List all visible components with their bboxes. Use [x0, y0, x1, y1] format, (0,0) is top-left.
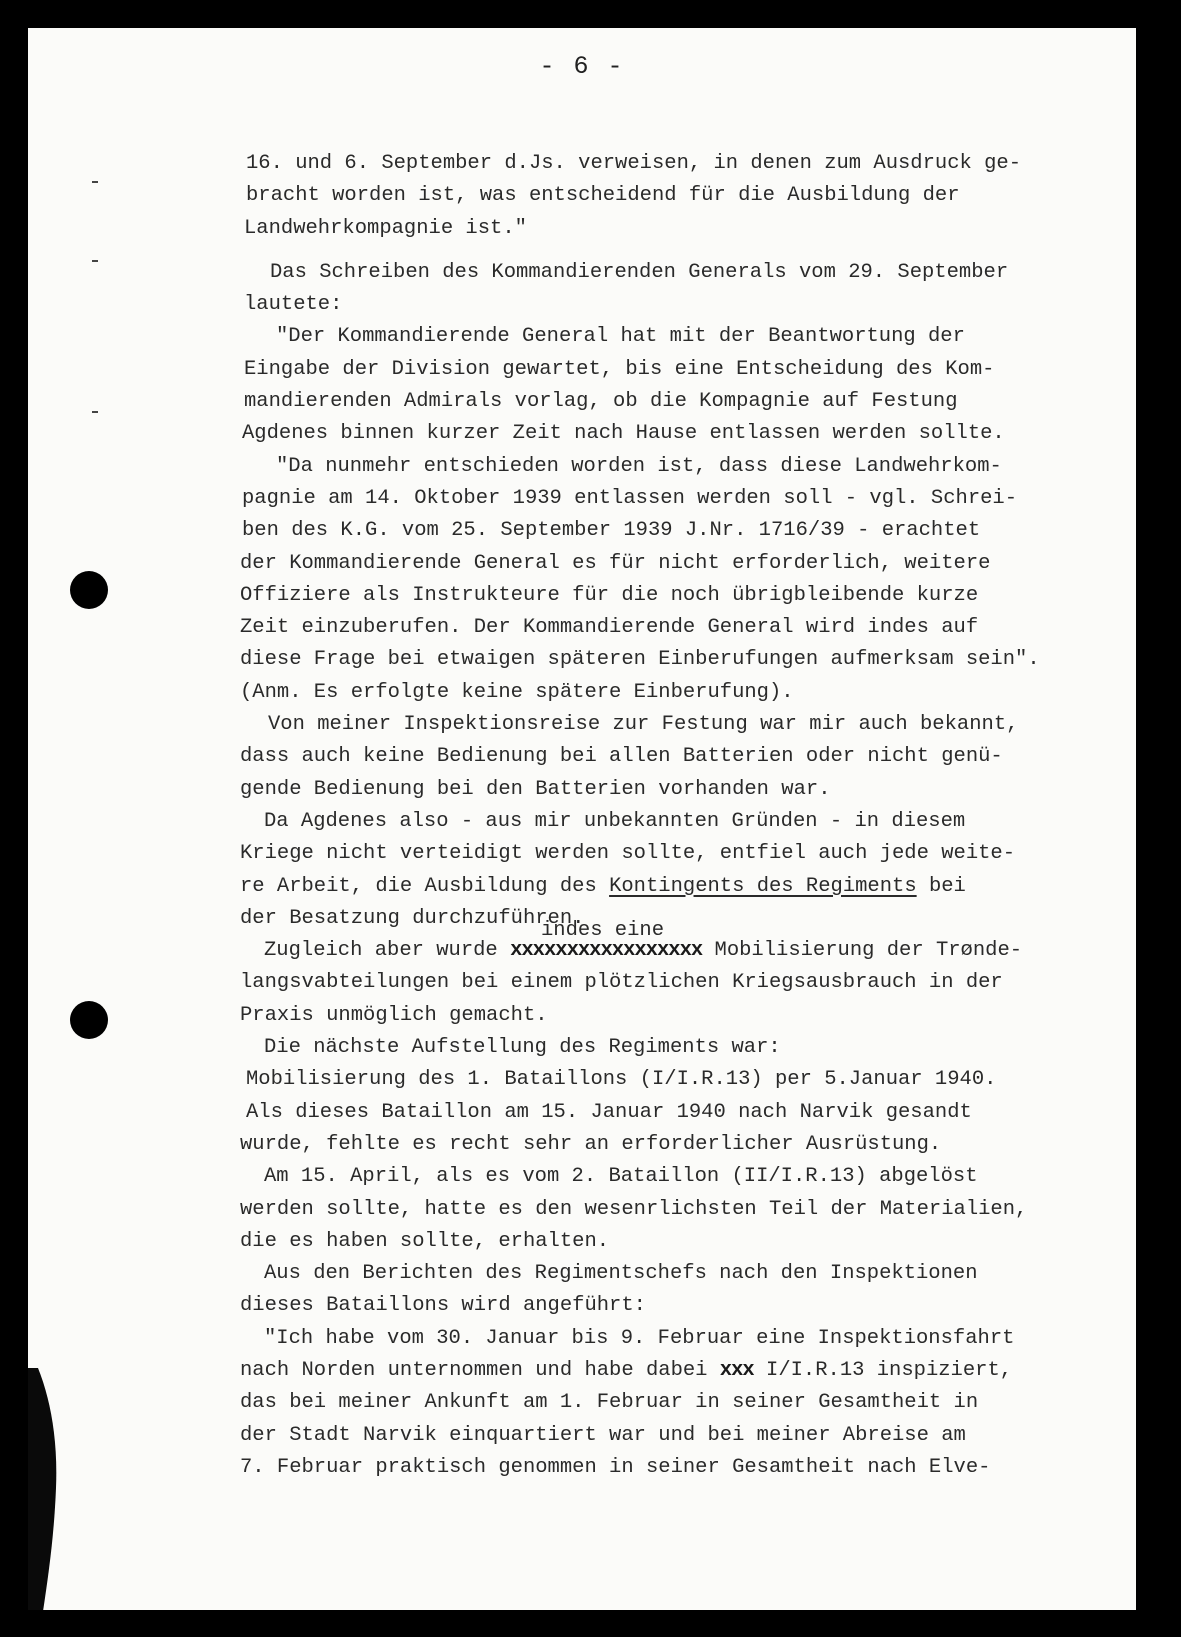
text-line: Als dieses Bataillon am 15. Januar 1940 nach Narvik gesandt	[246, 1100, 972, 1124]
text-line: werden sollte, hatte es den wesenrlichsten Teil der Materialien,	[240, 1197, 1028, 1221]
text-line: Die nächste Aufstellung des Regiments war:	[264, 1036, 781, 1060]
text-line: dass auch keine Bedienung bei allen Batterien oder nicht genü-	[240, 745, 1003, 769]
text-line: diese Frage bei etwaigen späteren Einberufungen aufmerksam sein".	[240, 648, 1040, 672]
text-line: "Ich habe vom 30. Januar bis 9. Februar eine Inspektionsfahrt	[264, 1326, 1015, 1350]
text-line: Am 15. April, als es vom 2. Bataillon (II/I.R.13) abgelöst	[264, 1165, 978, 1189]
text-segment: nach Norden unternommen und habe dabei	[240, 1358, 708, 1382]
text-line: Agdenes binnen kurzer Zeit nach Hause entlassen werden sollte.	[242, 422, 1005, 446]
struck-out-text: xxxxxxxxxxxxxxxxx	[510, 939, 703, 963]
text-line: mandierenden Admirals vorlag, ob die Kompagnie auf Festung	[244, 390, 958, 414]
text-line: der Besatzung durchzuführen.	[240, 906, 585, 930]
text-line	[240, 1355, 1120, 1387]
text-line: "Der Kommandierende General hat mit der Beantwortung der	[276, 325, 965, 349]
text-line: 7. Februar praktisch genommen in seiner Gesamtheit nach Elve-	[240, 1455, 991, 1479]
text-line: Zeit einzuberufen. Der Kommandierende General wird indes auf	[240, 616, 979, 640]
text-line: Aus den Berichten des Regimentschefs nach den Inspektionen	[264, 1262, 978, 1286]
text-line: Landwehrkompagnie ist."	[244, 216, 527, 240]
text-line: gende Bedienung bei den Batterien vorhanden war.	[240, 777, 831, 801]
text-line: Kriege nicht verteidigt werden sollte, entfiel auch jede weite-	[240, 842, 1016, 866]
typewritten-text	[240, 148, 1120, 1484]
text-line: der Stadt Narvik einquartiert war und bei meiner Abreise am	[240, 1423, 966, 1447]
text-line: der Kommandierende General es für nicht erforderlich, weitere	[240, 551, 991, 575]
page-number: - 6 -	[539, 52, 625, 81]
text-line	[264, 919, 1120, 967]
margin-mark	[92, 411, 98, 413]
text-line: Das Schreiben des Kommandierenden Generals vom 29. September	[270, 260, 1009, 284]
text-line: Offiziere als Instrukteure für die noch übrigbleibende kurze	[240, 583, 979, 607]
text-line: dieses Bataillons wird angeführt:	[240, 1294, 646, 1318]
text-segment: bei	[928, 874, 966, 898]
text-line: bracht worden ist, was entscheidend für die Ausbildung der	[246, 184, 960, 208]
text-line: das bei meiner Ankunft am 1. Februar in seiner Gesamtheit in	[240, 1391, 979, 1415]
text-line: Eingabe der Division gewartet, bis eine Entscheidung des Kom-	[244, 357, 995, 381]
struck-out-text: xxx	[719, 1358, 754, 1382]
text-segment: I/I.R.13 inspiziert,	[766, 1358, 1013, 1382]
text-segment: Mobilisierung der Trønde-	[714, 939, 1023, 963]
text-line: 16. und 6. September d.Js. verweisen, in denen zum Ausdruck ge-	[246, 152, 1022, 175]
scan-edge-shadow	[28, 1368, 72, 1610]
margin-mark	[92, 260, 98, 262]
text-line: Praxis unmöglich gemacht.	[240, 1003, 548, 1027]
handwritten-insertion: indes eine	[541, 919, 665, 943]
underlined-phrase: Kontingents des Regiments	[609, 874, 917, 898]
text-line: Von meiner Inspektionsreise zur Festung war mir auch bekannt,	[268, 713, 1019, 737]
text-line: (Anm. Es erfolgte keine spätere Einberufung).	[240, 680, 794, 704]
text-line: wurde, fehlte es recht sehr an erforderlicher Ausrüstung.	[240, 1132, 942, 1156]
document-page	[28, 28, 1136, 1610]
text-line: "Da nunmehr entschieden worden ist, dass diese Landwehrkom-	[276, 454, 1002, 478]
text-line: pagnie am 14. Oktober 1939 entlassen werden soll - vgl. Schrei-	[242, 486, 1018, 510]
margin-mark	[92, 181, 98, 183]
text-segment: re Arbeit, die Ausbildung des	[240, 874, 597, 898]
text-line: Da Agdenes also - aus mir unbekannten Gründen - in diesem	[264, 809, 966, 833]
punch-hole	[70, 571, 108, 609]
text-line: lautete:	[244, 293, 343, 317]
text-line: Mobilisierung des 1. Bataillons (I/I.R.13) per 5.Januar 1940.	[246, 1068, 997, 1092]
text-line: die es haben sollte, erhalten.	[240, 1229, 610, 1253]
text-segment: Zugleich aber wurde	[264, 939, 498, 963]
text-line: langsvabteilungen bei einem plötzlichen Kriegsausbrauch in der	[240, 971, 1003, 995]
punch-hole	[70, 1001, 108, 1039]
text-line: ben des K.G. vom 25. September 1939 J.Nr. 1716/39 - erachtet	[242, 519, 981, 543]
text-line	[240, 871, 1120, 903]
